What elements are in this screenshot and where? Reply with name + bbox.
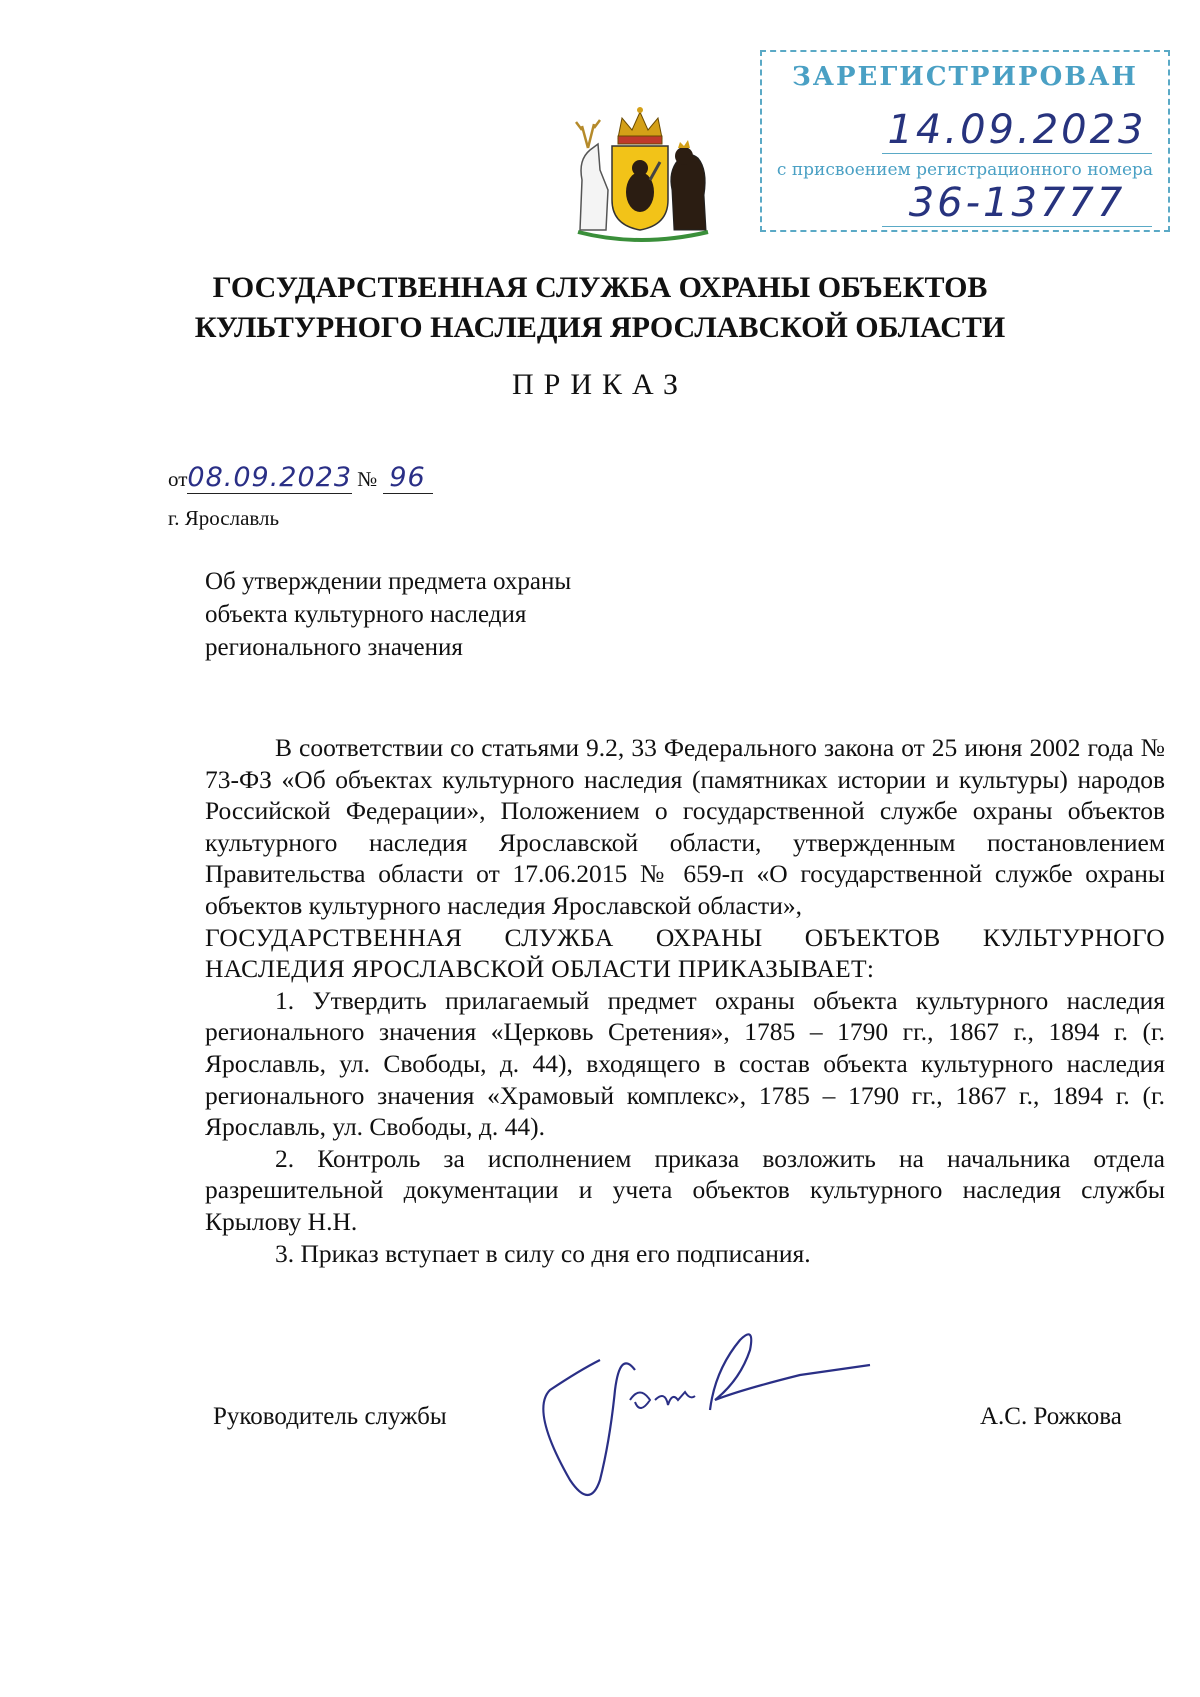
order-subject <box>205 565 675 664</box>
order-place: г. Ярославль <box>168 506 280 530</box>
organization-title <box>140 268 1060 348</box>
from-label: от <box>168 467 188 491</box>
order-body <box>205 732 1165 1269</box>
number-label: № <box>357 467 378 491</box>
org-title-line-1: ГОСУДАРСТВЕННАЯ СЛУЖБА ОХРАНЫ ОБЪЕКТОВ <box>212 271 988 304</box>
handwritten-signature <box>540 1330 890 1530</box>
stamp-registration-number: 36-13777 <box>882 180 1152 227</box>
subject-line-1: Об утверждении предмета охраны <box>205 568 572 595</box>
stamp-title: ЗАРЕГИСТРИРОВАН <box>792 62 1138 92</box>
order-number: 96 <box>383 462 433 494</box>
org-title-line-2: КУЛЬТУРНОГО НАСЛЕДИЯ ЯРОСЛАВСКОЙ ОБЛАСТИ <box>194 311 1006 344</box>
signatory-position: Руководитель службы <box>213 1403 447 1430</box>
subject-line-3: регионального значения <box>205 634 463 661</box>
order-item-1: 1. Утвердить прилагаемый предмет охраны объекта культурного наследия регионального значения «Церковь Сретения», 1785 – 1790 гг., 1867 г., 1894 г. (г. Ярославль, ул. Свободы, д. 44), входящего в состав объекта культурного наследия регионального значения «Храмовый комплекс», 1785 – 1790 гг., 1867 г., 1894 г. (г. Ярославль, ул. Свободы, д. 44). <box>205 985 1165 1142</box>
signatory-name: А.С. Рожкова <box>980 1403 1122 1430</box>
order-date: 08.09.2023 <box>187 462 352 493</box>
coat-of-arms-emblem <box>560 100 720 245</box>
subject-line-2: объекта культурного наследия <box>205 601 527 628</box>
document-type: ПРИКАЗ <box>512 368 688 401</box>
preamble-paragraph: В соответствии со статьями 9.2, 33 Федерального закона от 25 июня 2002 года № 73-ФЗ «Об объектах культурного наследия (памятниках истории и культуры) народов Российской Федерации», Положением о государственной службе охраны объектов культурного наследия Ярославской области, утвержденным постановлением Правительства области от 17.06.2015 № 659-п «О государственной службе охраны объектов культурного наследия Ярославской области», <box>205 733 1165 920</box>
order-clause: ГОСУДАРСТВЕННАЯ СЛУЖБА ОХРАНЫ ОБЪЕКТОВ КУЛЬТУРНОГО НАСЛЕДИЯ ЯРОСЛАВСКОЙ ОБЛАСТИ ПРИКАЗЫВАЕТ: <box>205 922 1165 984</box>
registration-stamp <box>760 50 1170 232</box>
order-item-2: 2. Контроль за исполнением приказа возложить на начальника отдела разрешительной документации и учета объектов культурного наследия службы Крылову Н.Н. <box>205 1143 1165 1236</box>
stamp-subtitle: с присвоением регистрационного номера <box>776 160 1154 180</box>
stamp-registration-date: 14.09.2023 <box>882 107 1152 154</box>
order-date-line <box>168 462 433 494</box>
order-item-3: 3. Приказ вступает в силу со дня его подписания. <box>275 1238 811 1268</box>
